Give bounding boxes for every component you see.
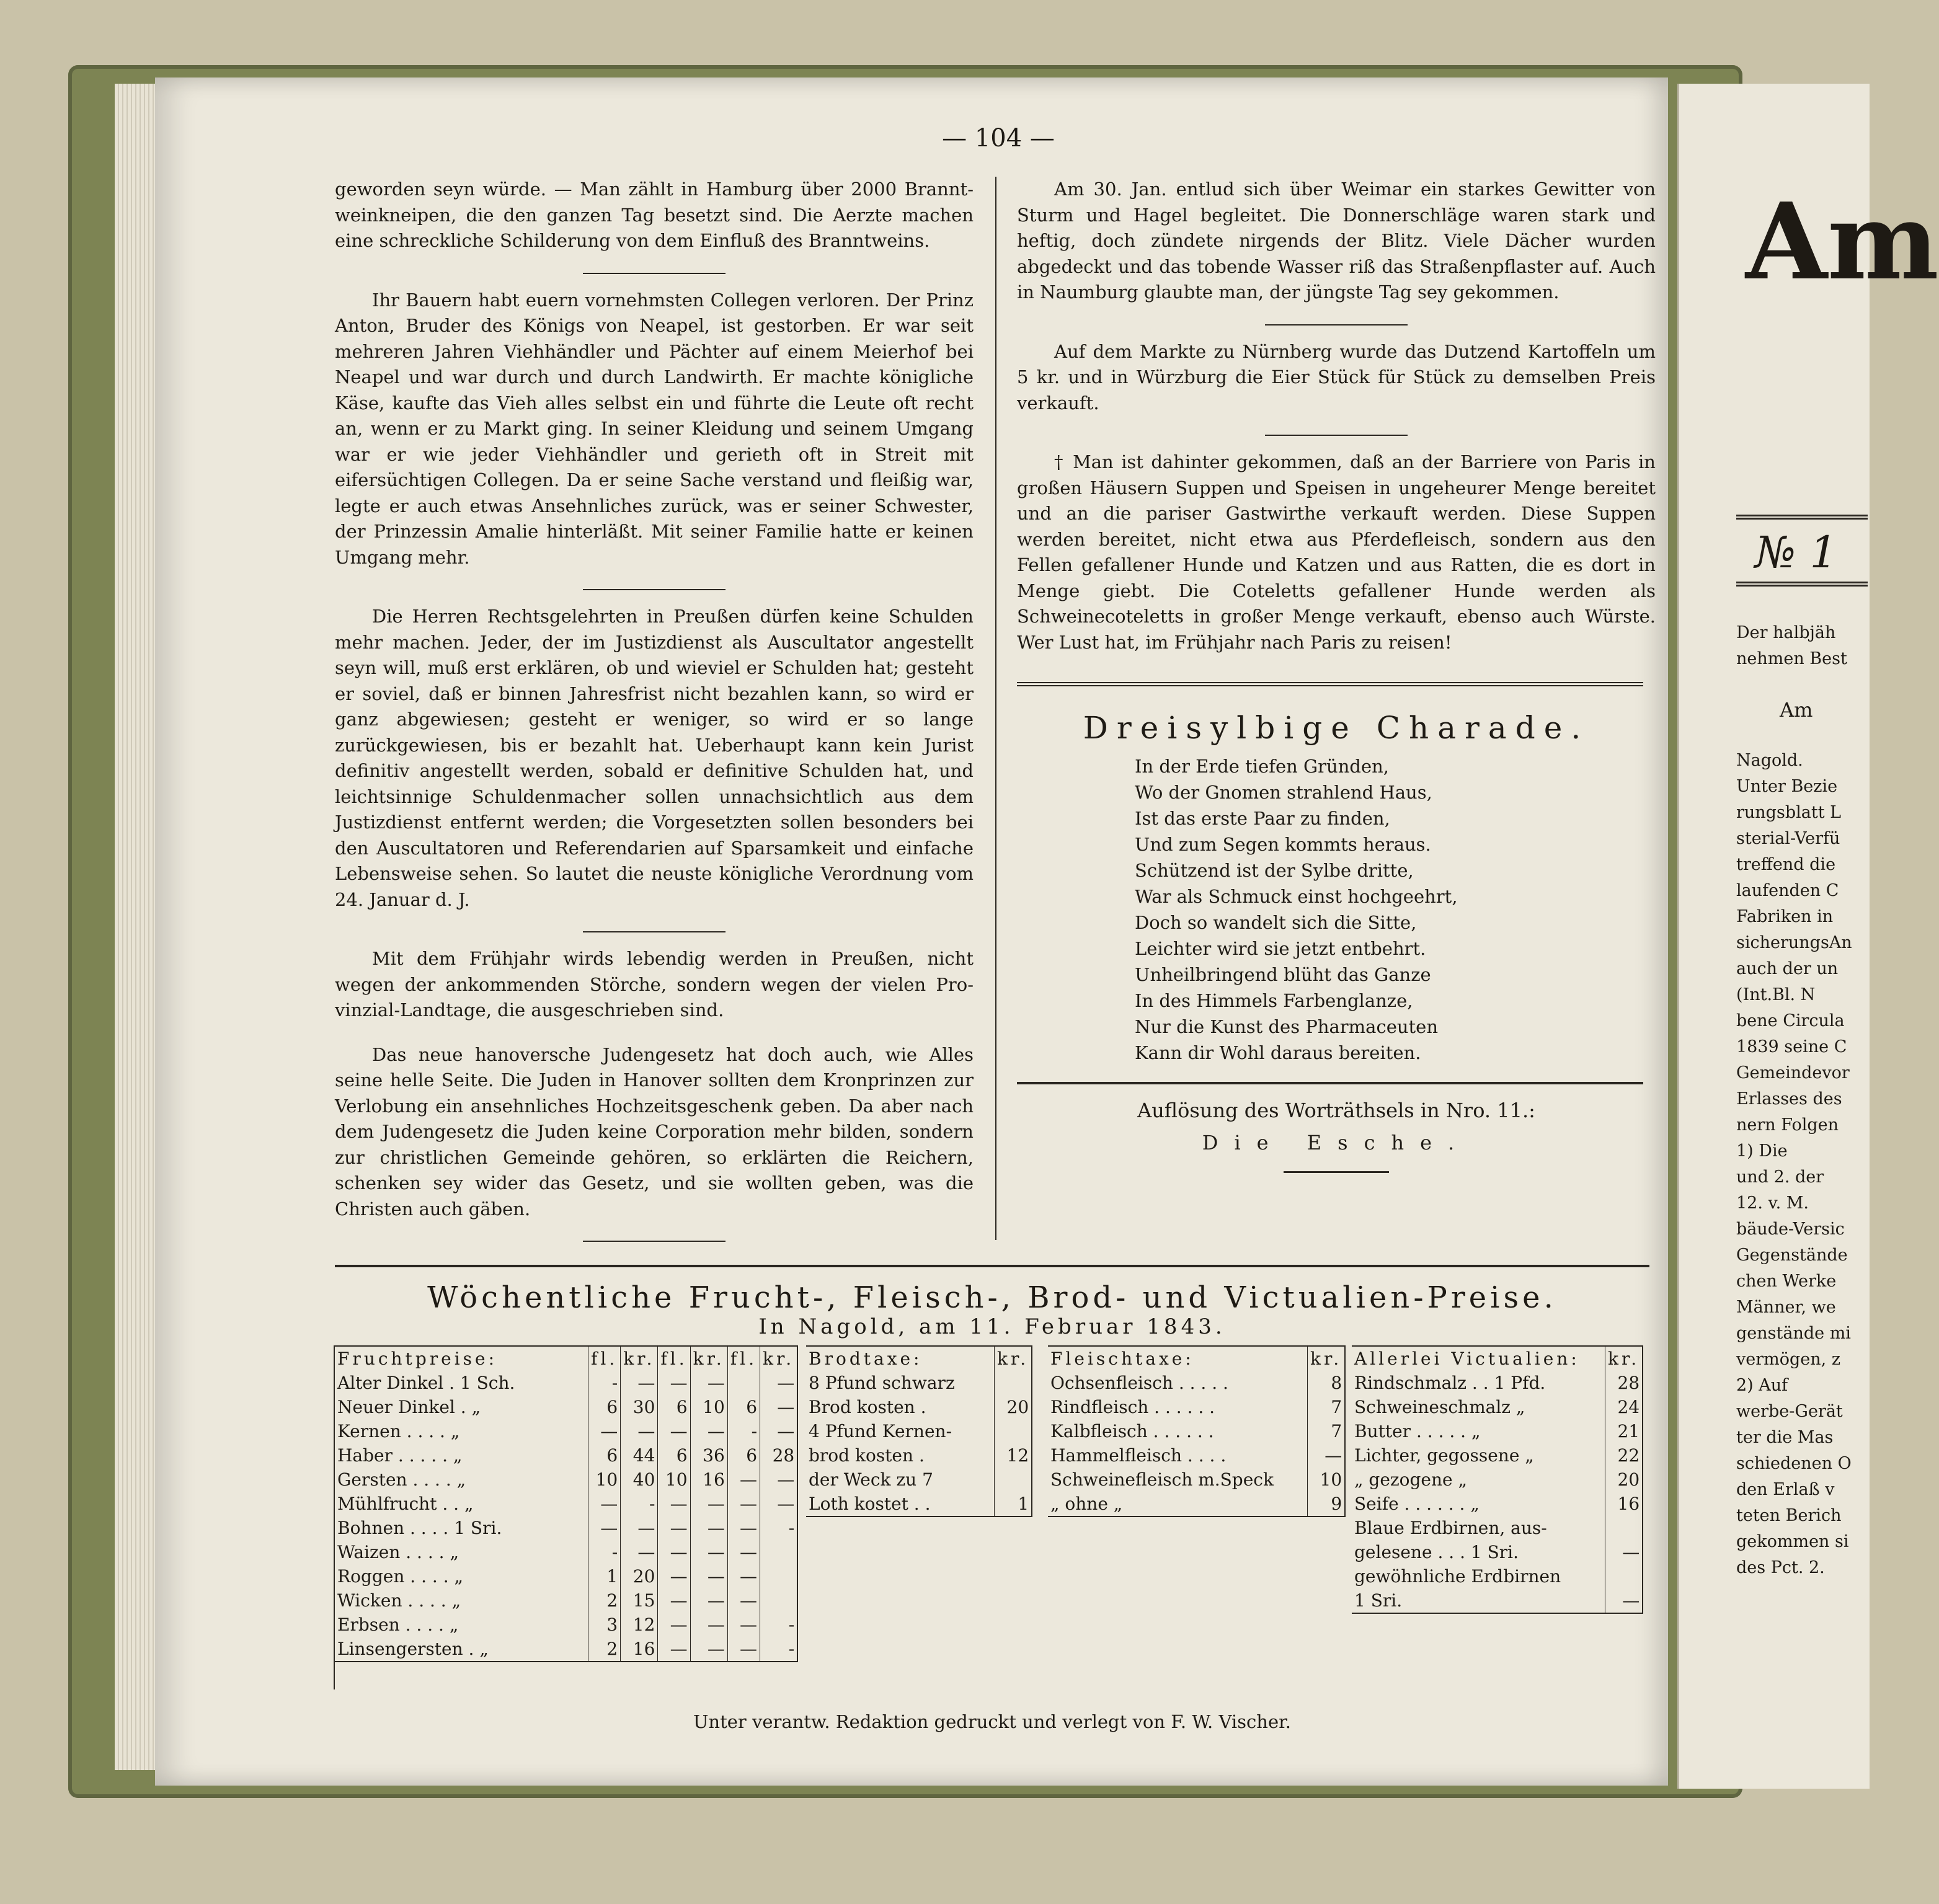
facing-page-line: Der halbjäh [1736, 623, 1836, 642]
price-cell: — [727, 1540, 760, 1564]
table-header [1048, 1347, 1345, 1371]
article-paragraph: Auf dem Markte zu Nürnberg wurde das Dutzend Kartoffeln um 5 kr. und in Würzburg die Eier Stück für Stück zu demselben Preis verkauft. [1017, 340, 1656, 414]
table-row [806, 1443, 1032, 1468]
row-label: Seife . . . . . . „ [1352, 1492, 1605, 1516]
price-cell: 12 [621, 1613, 658, 1637]
price-cell: 30 [621, 1395, 658, 1419]
article-paragraph: Das neue hanoversche Judengesetz hat doch auch, wie Alles seine helle Seite. Die Juden in Hanover sollten dem Kronprinzen zur Verlobung ein ansehnliches Hochzeitsgeschenk geben. Da aber nach dem Judengesetz die Juden keine Corporation mehr bilden, sondern zur christlichen Gemeinde gehören, so erklärten die Reichern, schenken sey wider das Gesetz, und sie wollten geben, was die Christen auch gäben. [335, 1043, 974, 1220]
masthead-fragment: Am [1746, 180, 1939, 304]
table-row [335, 1613, 797, 1637]
price-cell: 1 [995, 1492, 1032, 1516]
price-cell [760, 1588, 798, 1613]
price-cell: — [727, 1516, 760, 1540]
row-label: Erbsen . . . . „ [335, 1613, 588, 1637]
poem-line: Doch so wandelt sich die Sitte, [1135, 912, 1417, 933]
price-cell: kr. [621, 1347, 658, 1371]
charade-title: Dreisylbige Charade. [1083, 710, 1590, 746]
rule [1017, 1082, 1643, 1084]
riddle-solution [1017, 1094, 1656, 1173]
solution-answer: Die Esche. [1202, 1131, 1471, 1154]
facing-page-line: chen Werke [1736, 1272, 1837, 1291]
price-cell: 8 [1308, 1371, 1346, 1395]
facing-page-line: 2) Auf [1736, 1376, 1788, 1395]
row-label: Haber . . . . . „ [335, 1443, 588, 1468]
price-cell: 15 [621, 1588, 658, 1613]
table-row [1048, 1395, 1345, 1419]
article-paragraph: geworden seyn würde. — Man zählt in Hamburg über 2000 Branntweinkneipen, die den ganzen Tag besetzt sind. Die Aerzte machen eine schreckliche Schilderung von dem Einfluß des Branntweins. [335, 179, 974, 251]
price-cell [760, 1564, 798, 1588]
separator-rule [1265, 435, 1408, 436]
table-row [335, 1540, 797, 1564]
row-label: Lichter, gegossene „ [1352, 1443, 1605, 1468]
price-cell: 16 [690, 1468, 727, 1492]
price-cell: — [1605, 1540, 1643, 1564]
price-cell: 6 [588, 1443, 621, 1468]
facing-page-line: bäude-Versic [1736, 1220, 1845, 1239]
price-cell: — [658, 1540, 690, 1564]
price-cell: - [621, 1492, 658, 1516]
table-row [335, 1492, 797, 1516]
price-cell: — [588, 1516, 621, 1540]
row-label: 4 Pfund Kernen- [806, 1419, 995, 1443]
price-cell: 20 [621, 1564, 658, 1588]
price-cell: - [588, 1371, 621, 1395]
price-cell: 6 [658, 1395, 690, 1419]
price-cell: — [690, 1419, 727, 1443]
price-cell: 6 [658, 1443, 690, 1468]
price-cell: — [588, 1492, 621, 1516]
price-cell: — [588, 1419, 621, 1443]
table-row [1352, 1468, 1643, 1492]
fruit-price-table [335, 1345, 798, 1662]
price-cell: 21 [1605, 1419, 1643, 1443]
facing-page-line: des Pct. 2. [1736, 1558, 1825, 1577]
price-cell: kr. [1605, 1347, 1643, 1371]
table-row [1048, 1419, 1345, 1443]
row-label: Fleischtaxe: [1048, 1347, 1308, 1371]
price-cell: 16 [1605, 1492, 1643, 1516]
row-label: Rindfleisch . . . . . . [1048, 1395, 1308, 1419]
price-cell: — [658, 1371, 690, 1395]
facing-page-line: Gemeindevor [1736, 1063, 1850, 1083]
facing-page-line: gekommen si [1736, 1532, 1849, 1551]
price-cell: — [760, 1419, 798, 1443]
price-cell: — [658, 1516, 690, 1540]
separator-rule [583, 589, 725, 590]
price-table-subtitle: In Nagold, am 11. Februar 1843. [758, 1314, 1226, 1339]
price-cell: 3 [588, 1613, 621, 1637]
row-label: Brodtaxe: [806, 1347, 995, 1371]
row-label: Ochsenfleisch . . . . . [1048, 1371, 1308, 1395]
row-label: Gersten . . . . „ [335, 1468, 588, 1492]
row-label: Brod kosten . [806, 1395, 995, 1419]
price-cell: — [727, 1588, 760, 1613]
facing-page-line: auch der un [1736, 959, 1839, 978]
price-cell: 10 [1308, 1468, 1346, 1492]
price-cell: 2 [588, 1588, 621, 1613]
facing-page-line: Fabriken in [1736, 907, 1834, 926]
poem-line: In des Himmels Farbenglanze, [1135, 990, 1413, 1011]
price-cell: — [727, 1468, 760, 1492]
price-cell [1605, 1564, 1643, 1588]
price-cell: - [588, 1540, 621, 1564]
table-row [335, 1564, 797, 1588]
separator-rule [583, 273, 725, 274]
price-cell: — [760, 1468, 798, 1492]
price-cell: - [760, 1637, 798, 1661]
price-cell: — [658, 1564, 690, 1588]
facing-page-line: ter die Mas [1736, 1428, 1834, 1447]
price-cell: — [621, 1516, 658, 1540]
price-cell: — [1605, 1588, 1643, 1613]
table-row [335, 1419, 797, 1443]
table-row [1352, 1443, 1643, 1468]
row-label: „ ohne „ [1048, 1492, 1308, 1516]
price-cell: 1 [588, 1564, 621, 1588]
separator-rule [1284, 1171, 1389, 1173]
price-cell: — [621, 1371, 658, 1395]
table-row [1352, 1516, 1643, 1540]
price-cell [995, 1468, 1032, 1492]
rule [335, 1265, 1649, 1267]
table-row [806, 1492, 1032, 1516]
charade-poem [1135, 753, 1569, 1066]
facing-page-line: Am [1780, 698, 1813, 722]
facing-page-line: Erlasses des [1736, 1089, 1842, 1109]
price-cell: 24 [1605, 1395, 1643, 1419]
imprint: Unter verantw. Redaktion gedruckt und verlegt von F. W. Vischer. [693, 1711, 1292, 1732]
price-cell: 10 [588, 1468, 621, 1492]
price-cell: — [727, 1613, 760, 1637]
price-cell: 28 [1605, 1371, 1643, 1395]
article-paragraph: Ihr Bauern habt euern vornehmsten Collegen verloren. Der Prinz Anton, Bruder des Königs von Neapel, ist gestorben. Er war seit mehreren Jahren Viehhändler und Pächter auf einem Meierhof bei Neapel und war durch und durch Landwirth. Er machte königliche Käse, kaufte das Vieh alles selbst ein und führte die Leute oft recht an, wenn er zu Markt ging. In seiner Kleidung und seinem Umgang war er wie jeder Viehhändler und gerieth oft in Streit mit eifersüchtigen Collegen. Da er seine Sache verstand und fleißig war, legte er auch etwas Ansehnliches zurück, was er seiner Schwester, der Prinzessin Amalie hinterläßt. Mit seiner Familie hatte er keinen Umgang mehr. [335, 289, 974, 568]
table-row [335, 1443, 797, 1468]
price-cell: 20 [1605, 1468, 1643, 1492]
price-cell: — [621, 1540, 658, 1564]
price-cell: 6 [727, 1395, 760, 1419]
page-edges [115, 84, 158, 1770]
facing-page-line: schiedenen O [1736, 1454, 1852, 1473]
left-column [335, 177, 974, 1255]
price-cell: — [690, 1540, 727, 1564]
price-cell: — [760, 1492, 798, 1516]
meat-price-table [1048, 1345, 1346, 1517]
facing-page-line: bene Circula [1736, 1011, 1845, 1030]
price-cell: — [760, 1395, 798, 1419]
article-paragraph: Am 30. Jan. entlud sich über Weimar ein starkes Gewitter von Sturm und Hagel begleitet. Die Donnerschläge waren stark und heftig, doch zündete nirgends der Blitz. Viele Dächer wurden abgedeckt und das tobende Wasser riß das Straßenpflaster auf. Auch in Naumburg glaubte man, der jüngste Tag sey gekommen. [1017, 179, 1656, 303]
price-cell: — [690, 1637, 727, 1661]
price-cell: — [690, 1588, 727, 1613]
price-cell: — [727, 1492, 760, 1516]
price-cell: 9 [1308, 1492, 1346, 1516]
row-label: Hammelfleisch . . . . [1048, 1443, 1308, 1468]
victuals-price-table [1352, 1345, 1643, 1614]
poem-line: Und zum Segen kommts heraus. [1135, 834, 1431, 855]
price-cell: — [690, 1492, 727, 1516]
column-divider [995, 177, 996, 1240]
facing-page-line: (Int.Bl. N [1736, 985, 1816, 1004]
price-cell: - [760, 1516, 798, 1540]
table-row [1352, 1564, 1643, 1588]
facing-page-line: teten Berich [1736, 1506, 1842, 1525]
article-paragraph: † Man ist dahinter gekommen, daß an der Barriere von Paris in großen Häusern Suppen und Speisen in ungeheurer Menge bereitet und an die pariser Gastwirthe verkauft werden. Diese Suppen werden bereitet, nicht etwa aus Pferdefleisch, sondern aus den Fellen gefallener Hunde und Katzen und aus Ratten, die es dort in Menge giebt. Die Coteletts gefallener Hunde werden als Schweinecoteletts in großer Menge verkauft, ebenso auch Würste. Wer Lust hat, im Frühjahr nach Paris zu reisen! [1017, 451, 1656, 653]
facing-page-line: Gegenstände [1736, 1246, 1848, 1265]
row-label: Rindschmalz . . 1 Pfd. [1352, 1371, 1605, 1395]
price-table-title: Wöchentliche Frucht-, Fleisch-, Brod- und Victualien-Preise. [427, 1280, 1557, 1315]
price-cell: 20 [995, 1395, 1032, 1419]
row-label: Roggen . . . . „ [335, 1564, 588, 1588]
price-cell: — [690, 1613, 727, 1637]
row-label: gewöhnliche Erdbirnen [1352, 1564, 1605, 1588]
row-label: Schweineschmalz „ [1352, 1395, 1605, 1419]
price-cell: — [658, 1419, 690, 1443]
price-cell: 7 [1308, 1395, 1346, 1419]
table-row [335, 1468, 797, 1492]
page-number: — 104 — [942, 124, 1055, 153]
table-row [1352, 1492, 1643, 1516]
price-cell: 36 [690, 1443, 727, 1468]
table-row [335, 1588, 797, 1613]
bread-price-table [806, 1345, 1032, 1517]
price-cell: fl. [588, 1347, 621, 1371]
row-label: Butter . . . . . „ [1352, 1419, 1605, 1443]
table-row [1048, 1371, 1345, 1395]
price-cell: — [727, 1637, 760, 1661]
price-cell: 7 [1308, 1419, 1346, 1443]
article-paragraph: Mit dem Frühjahr wirds lebendig werden in Preußen, nicht wegen der ankommenden Störche, sondern wegen der vielen Provinzial-Landtage, die ausgeschrieben sind. [335, 948, 974, 1021]
table-row [806, 1371, 1032, 1395]
price-cell: kr. [995, 1347, 1032, 1371]
row-label: der Weck zu 7 [806, 1468, 995, 1492]
price-cell: 12 [995, 1443, 1032, 1468]
row-label: Kalbfleisch . . . . . . [1048, 1419, 1308, 1443]
separator-rule [583, 931, 725, 932]
table-row [335, 1637, 797, 1661]
row-label: Schweinefleisch m.Speck [1048, 1468, 1308, 1492]
price-cell: 40 [621, 1468, 658, 1492]
facing-page-line: nehmen Best [1736, 649, 1847, 668]
table-row [1352, 1395, 1643, 1419]
table-row [1352, 1419, 1643, 1443]
issue-number-fragment: № 1 [1755, 527, 1838, 578]
row-label: Blaue Erdbirnen, aus- [1352, 1516, 1605, 1540]
row-label: Waizen . . . . „ [335, 1540, 588, 1564]
row-label: 1 Sri. [1352, 1588, 1605, 1613]
facing-page-line: sicherungsAn [1736, 933, 1852, 952]
price-cell: — [760, 1371, 798, 1395]
row-label: Wicken . . . . „ [335, 1588, 588, 1613]
poem-line: In der Erde tiefen Gründen, [1135, 756, 1390, 777]
price-cell: — [1308, 1443, 1346, 1468]
price-cell: — [658, 1637, 690, 1661]
facing-page-line: Nagold. [1736, 751, 1803, 770]
row-label: Loth kostet . . [806, 1492, 995, 1516]
facing-page-line: 1839 seine C [1736, 1037, 1847, 1056]
table-header [806, 1347, 1032, 1371]
article-paragraph: Die Herren Rechtsgelehrten in Preußen dürfen keine Schulden mehr machen. Jeder, der im Justizdienst als Auscultator angestellt seyn will, muß erst erklären, ob und wieviel er Schulden hat; gesteht er soviel, daß er binnen Jahresfrist nicht bezahlen kann, so wird er ganz abgewiesen; gesteht er weniger, so wird er so lange zurückgewiesen, bis er bezahlt hat. Ueberhaupt kann kein Jurist definitiv angestellt werden, sobald er definitive Schulden hat, und leichtsinnige Schuldenmacher sollen unnachsichtlich aus dem Justizdienst entfernt werden; die Vorgesetzten sollen besonders bei den Auscultatoren und Referendarien auf Sparsamkeit und einfache Lebensweise sehen. So lautet die neuste königliche Verordnung vom 24. Januar d. J. [335, 606, 974, 910]
poem-line: Schützend ist der Sylbe dritte, [1135, 860, 1414, 881]
facing-page-line: genstände mi [1736, 1324, 1851, 1343]
table-row [806, 1395, 1032, 1419]
row-label: Linsengersten . „ [335, 1637, 588, 1661]
poem-line: Leichter wird sie jetzt entbehrt. [1135, 938, 1426, 959]
price-cell: — [658, 1588, 690, 1613]
price-cell: — [690, 1564, 727, 1588]
facing-page-line: Unter Bezie [1736, 777, 1838, 796]
price-cell: - [760, 1613, 798, 1637]
price-cell: — [690, 1371, 727, 1395]
price-cell: kr. [1308, 1347, 1346, 1371]
price-cell: 6 [588, 1395, 621, 1419]
price-cell: — [727, 1564, 760, 1588]
facing-page-line: laufenden C [1736, 881, 1839, 900]
table-row [335, 1516, 797, 1540]
price-cell: 22 [1605, 1443, 1643, 1468]
row-label: Fruchtpreise: [335, 1347, 588, 1371]
facing-page-line: rungsblatt L [1736, 803, 1842, 822]
price-cell: kr. [760, 1347, 798, 1371]
facing-page-line: nern Folgen [1736, 1115, 1839, 1135]
facing-page-line: werbe-Gerät [1736, 1402, 1843, 1421]
poem-line: Nur die Kunst des Pharmaceuten [1135, 1016, 1439, 1037]
price-cell: 2 [588, 1637, 621, 1661]
facing-page-line: 1) Die [1736, 1141, 1788, 1161]
table-row [806, 1468, 1032, 1492]
price-cell: 44 [621, 1443, 658, 1468]
price-cell: 28 [760, 1443, 798, 1468]
facing-page-line: 12. v. M. [1736, 1193, 1809, 1213]
separator-rule [583, 1241, 725, 1242]
table-header [335, 1347, 797, 1371]
table-row [335, 1371, 797, 1395]
price-cell [727, 1371, 760, 1395]
price-cell: fl. [658, 1347, 690, 1371]
table-row [335, 1395, 797, 1419]
facing-page-line: treffend die [1736, 855, 1836, 874]
price-cell: 6 [727, 1443, 760, 1468]
price-cell: — [658, 1492, 690, 1516]
table-row [1352, 1540, 1643, 1564]
row-label: brod kosten . [806, 1443, 995, 1468]
table-row [1048, 1492, 1345, 1516]
table-row [1048, 1443, 1345, 1468]
poem-line: Unheilbringend blüht das Ganze [1135, 964, 1431, 985]
facing-page-line: den Erlaß v [1736, 1480, 1835, 1499]
price-cell: 10 [658, 1468, 690, 1492]
price-cell: — [690, 1516, 727, 1540]
solution-label: Auflösung des Worträthsels in Nro. 11.: [1137, 1099, 1535, 1122]
table-row [806, 1419, 1032, 1443]
price-cell: - [727, 1419, 760, 1443]
table-row [1352, 1371, 1643, 1395]
row-label: „ gezogene „ [1352, 1468, 1605, 1492]
price-cell: 10 [690, 1395, 727, 1419]
facing-page-line: Männer, we [1736, 1298, 1836, 1317]
row-label: gelesene . . . 1 Sri. [1352, 1540, 1605, 1564]
poem-line: Wo der Gnomen strahlend Haus, [1135, 782, 1432, 803]
table-row [1352, 1588, 1643, 1613]
row-label: Alter Dinkel . 1 Sch. [335, 1371, 588, 1395]
price-cell [760, 1540, 798, 1564]
double-rule [1017, 682, 1643, 686]
poem-line: Ist das erste Paar zu finden, [1135, 808, 1390, 829]
facing-page-line: sterial-Verfü [1736, 829, 1840, 848]
separator-rule [1265, 324, 1408, 325]
price-cell: 16 [621, 1637, 658, 1661]
row-label: Mühlfrucht . . „ [335, 1492, 588, 1516]
price-cell: kr. [690, 1347, 727, 1371]
facing-page-line: und 2. der [1736, 1167, 1824, 1187]
table-row [1048, 1468, 1345, 1492]
row-label: Neuer Dinkel . „ [335, 1395, 588, 1419]
poem-line: War als Schmuck einst hochgeehrt, [1135, 886, 1458, 907]
price-cell [995, 1419, 1032, 1443]
table-header [1352, 1347, 1643, 1371]
price-cell: — [658, 1613, 690, 1637]
facing-page-text [1736, 620, 1868, 1581]
right-column [1017, 177, 1656, 674]
row-label: Kernen . . . . „ [335, 1419, 588, 1443]
row-label: Allerlei Victualien: [1352, 1347, 1605, 1371]
row-label: Bohnen . . . . 1 Sri. [335, 1516, 588, 1540]
price-cell: fl. [727, 1347, 760, 1371]
price-cell [1605, 1516, 1643, 1540]
price-cell: — [621, 1419, 658, 1443]
price-cell [995, 1371, 1032, 1395]
poem-line: Kann dir Wohl daraus bereiten. [1135, 1042, 1421, 1063]
facing-page-line: vermögen, z [1736, 1350, 1841, 1369]
row-label: 8 Pfund schwarz [806, 1371, 995, 1395]
